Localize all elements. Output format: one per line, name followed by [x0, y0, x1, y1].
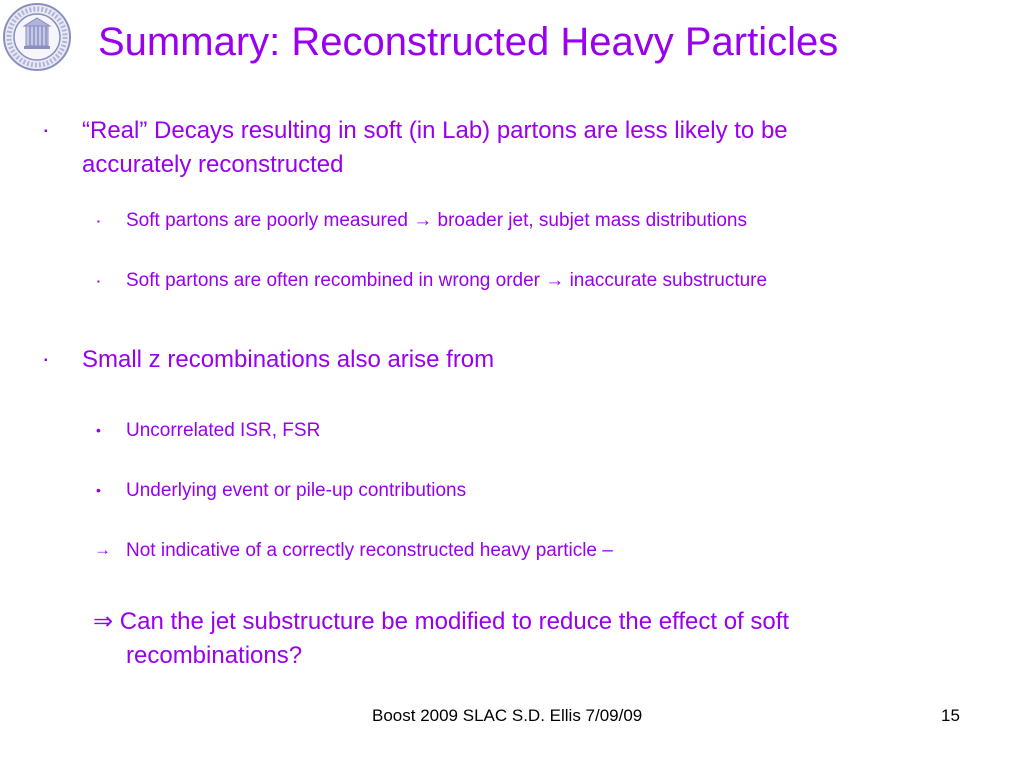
- sub-bullet-not-indicative: Not indicative of a correctly reconstructed heavy particle –: [126, 540, 613, 561]
- square-bullet-icon: ▪: [97, 217, 100, 226]
- bullet-real-decays-line1: “Real” Decays resulting in soft (in Lab) partons are less likely to be: [82, 117, 788, 144]
- bullet-small-z: Small z recombinations also arise from: [82, 346, 495, 373]
- slide-title: Summary: Reconstructed Heavy Particles: [98, 20, 839, 64]
- sub-bullet-underlying-event: Underlying event or pile-up contributions: [126, 480, 467, 501]
- dot-bullet-icon: •: [96, 482, 101, 498]
- bullet-real-decays-line2: accurately reconstructed: [82, 151, 344, 178]
- arrow-bullet-icon: →: [94, 540, 111, 559]
- square-bullet-icon: ▪: [44, 126, 48, 137]
- square-bullet-icon: ▪: [97, 277, 100, 286]
- square-bullet-icon: ▪: [44, 355, 48, 366]
- footer-event-info: Boost 2009 SLAC S.D. Ellis 7/09/09: [372, 706, 643, 725]
- sub-bullet-uncorrelated: Uncorrelated ISR, FSR: [126, 420, 321, 441]
- dot-bullet-icon: •: [96, 422, 101, 438]
- sub-bullet-poorly-measured: Soft partons are poorly measured → broader jet, subjet mass distributions: [126, 210, 747, 231]
- conclusion-line2: recombinations?: [126, 642, 303, 669]
- conclusion-line1: ⇒ Can the jet substructure be modified to reduce the effect of soft: [93, 608, 790, 635]
- university-seal-logo: [2, 2, 72, 72]
- sub-bullet-wrong-order: Soft partons are often recombined in wrong order → inaccurate substructure: [126, 270, 768, 291]
- footer-page-number: 15: [941, 706, 960, 725]
